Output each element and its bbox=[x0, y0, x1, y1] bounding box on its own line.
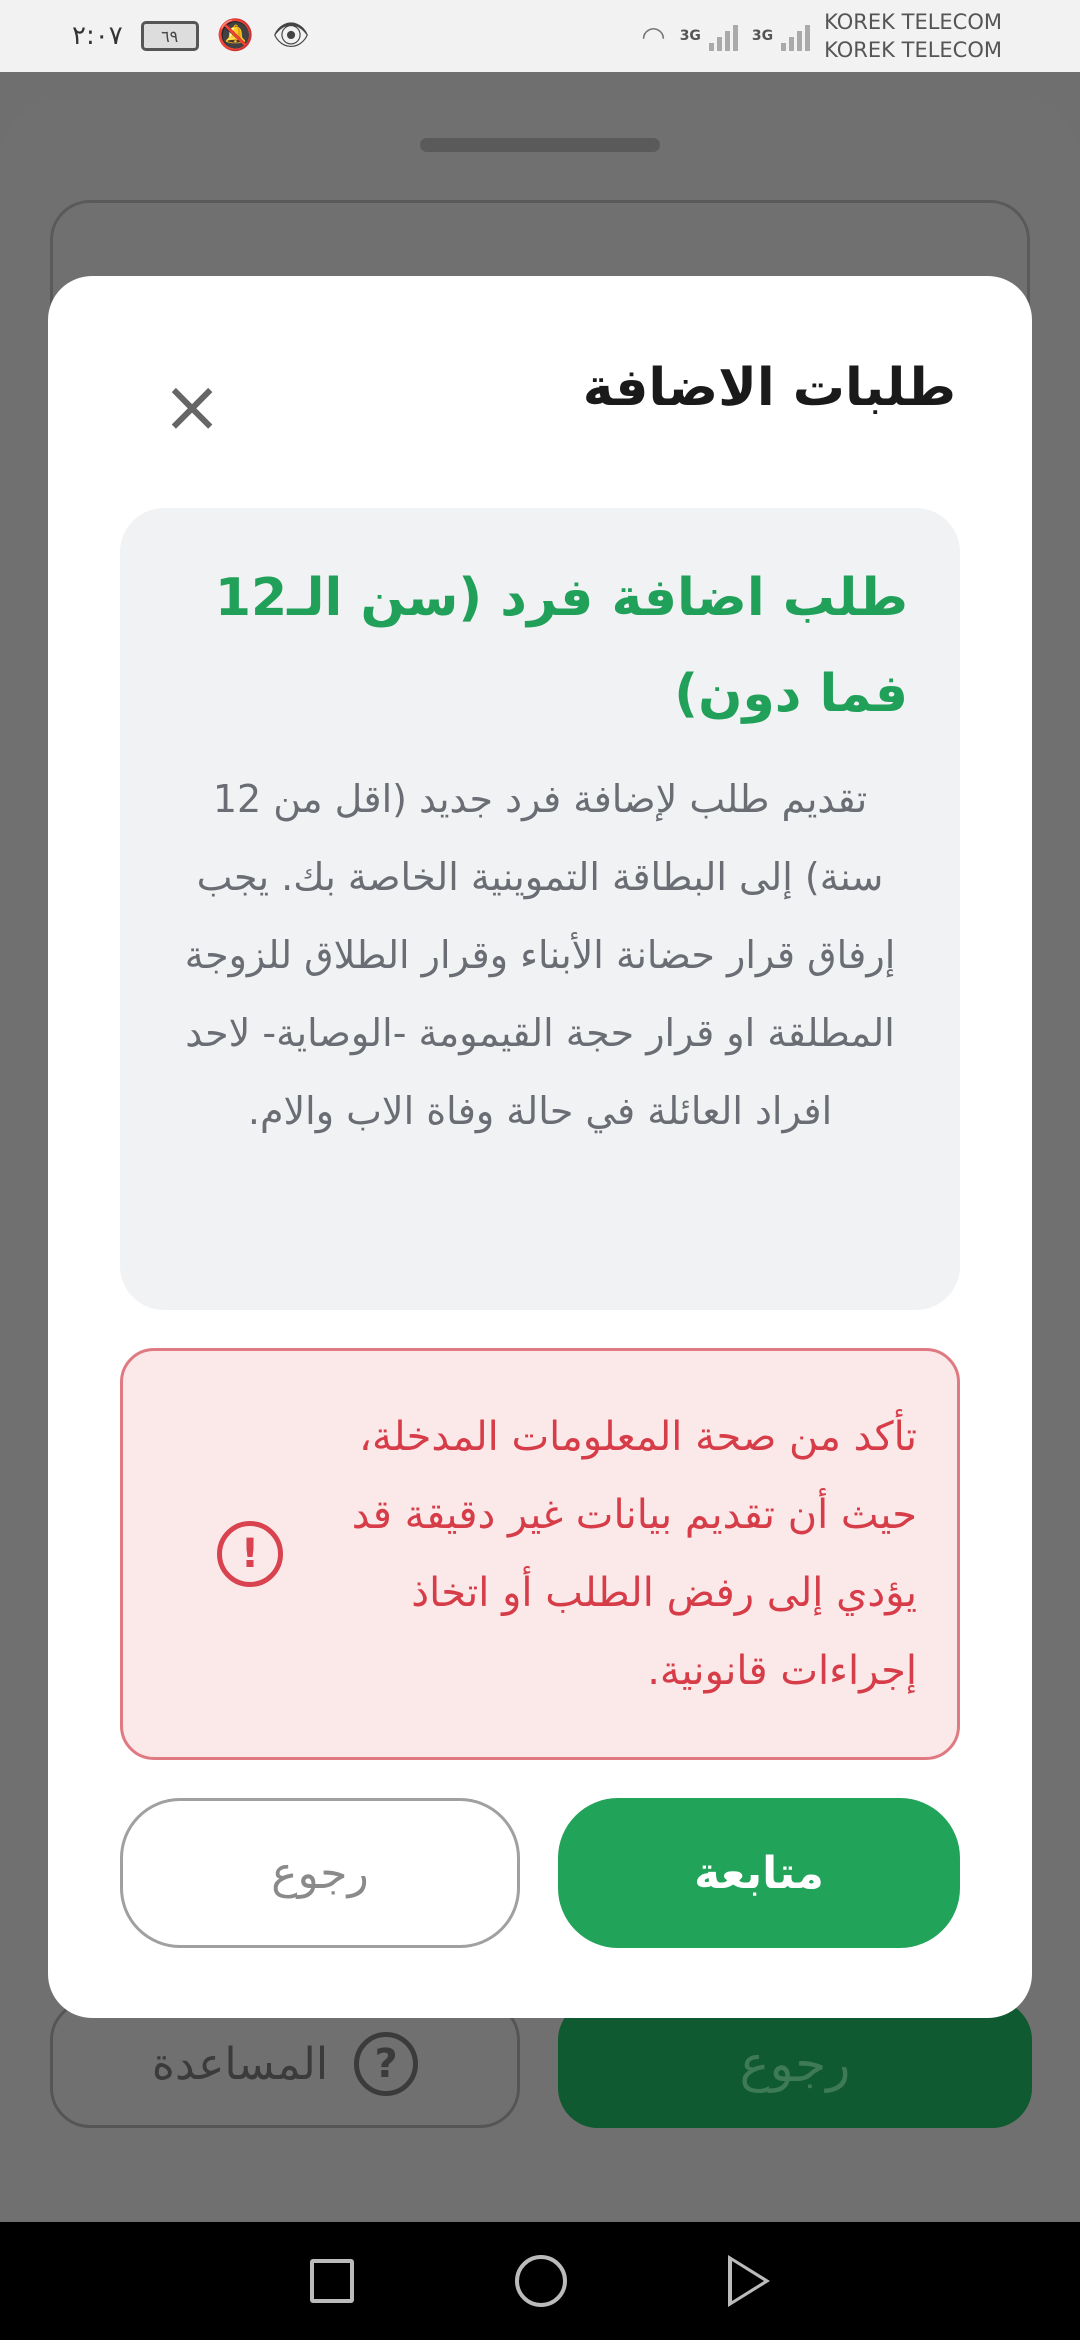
back-button[interactable] bbox=[120, 1798, 520, 1948]
back-button-label: رجوع bbox=[271, 1847, 369, 1899]
sheet-drag-handle bbox=[420, 138, 660, 152]
request-description: تقديم طلب لإضافة فرد جديد (اقل من 12 سنة) إلى البطاقة التموينية الخاصة بك. يجب إرفاق قرار حضانة الأبناء وقرار الطلاق للزوجة المطلقة او قرار حجة القيمومة -الوصاية- لاحد افراد العائلة في حالة وفاة الاب والام. bbox=[184, 777, 896, 1133]
carrier-names bbox=[824, 8, 1002, 64]
background-back-button bbox=[558, 2000, 1032, 2128]
status-right bbox=[641, 8, 1002, 64]
background-help-button bbox=[50, 2000, 520, 2128]
warning-text: تأكد من صحة المعلومات المدخلة، حيث أن تقديم بيانات غير دقيقة قد يؤدي إلى رفض الطلب أو اتخاذ إجراءات قانونية. bbox=[351, 1414, 917, 1694]
recent-apps-icon[interactable] bbox=[310, 2259, 354, 2303]
background-back-label: رجوع bbox=[739, 2035, 851, 2093]
help-icon: ? bbox=[354, 2032, 418, 2096]
help-label: المساعدة bbox=[151, 2038, 329, 2090]
system-nav-bar bbox=[0, 2222, 1080, 2340]
carrier-name: KOREK TELECOM bbox=[824, 10, 1002, 34]
bell-muted-icon: 🔕 bbox=[216, 18, 255, 53]
continue-button[interactable] bbox=[558, 1798, 960, 1948]
dialog-title: طلبات الاضافة bbox=[582, 358, 956, 418]
signal-bars-icon bbox=[709, 21, 738, 51]
back-nav-icon[interactable] bbox=[728, 2255, 770, 2307]
battery-icon: ٦٩ bbox=[141, 21, 199, 51]
status-left bbox=[72, 18, 311, 53]
close-icon[interactable]: × bbox=[161, 364, 223, 448]
signal-label: 3G bbox=[679, 28, 701, 44]
signal-label: 3G bbox=[751, 28, 774, 44]
request-title: طلب اضافة فرد (سن الـ12 فما دون) bbox=[214, 568, 908, 724]
status-time: ٢:٠٧ bbox=[72, 21, 123, 51]
signal-bars-icon bbox=[781, 21, 810, 51]
alert-circle-icon: ! bbox=[217, 1521, 283, 1587]
warning-box bbox=[120, 1348, 960, 1760]
add-requests-dialog bbox=[48, 276, 1032, 2018]
signal-group-1 bbox=[680, 21, 738, 51]
wifi-icon: ◠ bbox=[641, 19, 666, 53]
home-icon[interactable] bbox=[515, 2255, 567, 2307]
continue-button-label: متابعة bbox=[694, 1847, 824, 1899]
request-info-card bbox=[120, 508, 960, 1310]
carrier-name: KOREK TELECOM bbox=[824, 38, 1002, 62]
status-bar bbox=[0, 0, 1080, 72]
signal-group-2 bbox=[752, 21, 810, 51]
eye-icon: 👁 bbox=[272, 18, 311, 53]
